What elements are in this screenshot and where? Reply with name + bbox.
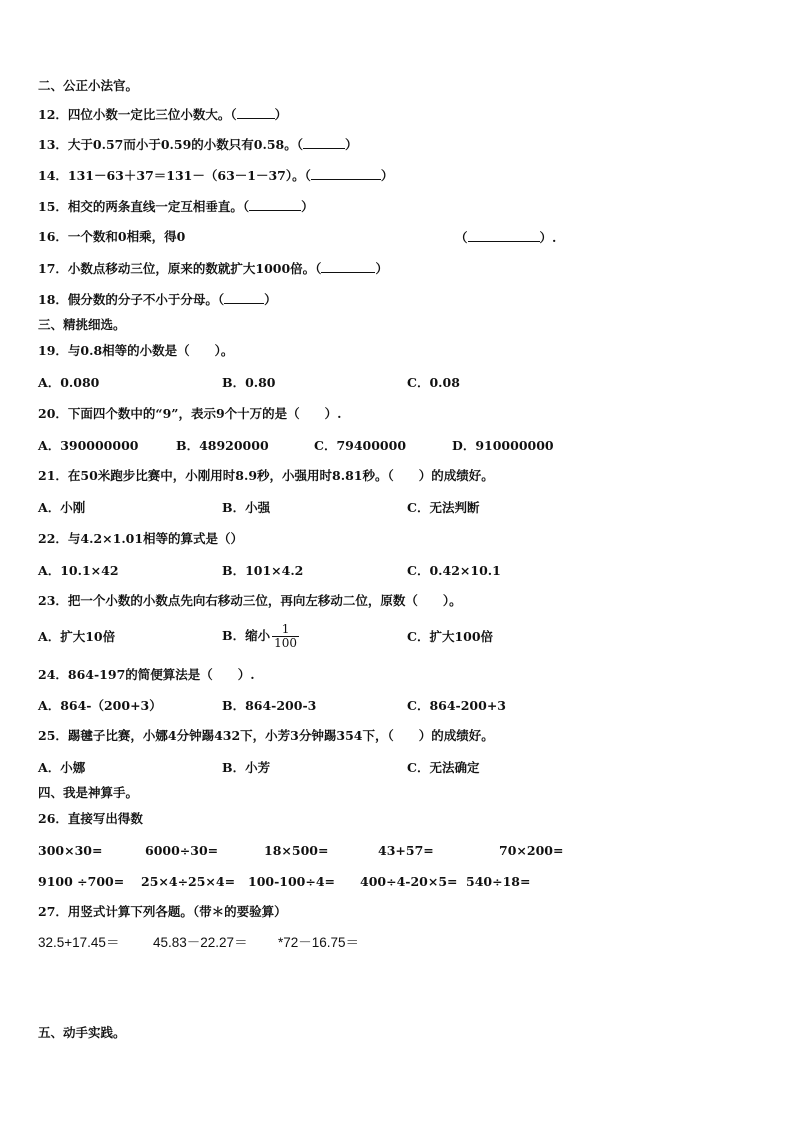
judge-question-16-answer bbox=[455, 229, 556, 246]
calc-question-27-title: 27．用竖式计算下列各题。（带＊的要验算） bbox=[38, 904, 287, 919]
answer-blank[interactable] bbox=[321, 260, 375, 273]
calc-item: 18×500= bbox=[264, 843, 329, 858]
question-text: 12．四位小数一定比三位小数大。（ bbox=[38, 107, 237, 122]
judge-question-16 bbox=[38, 229, 185, 245]
option-c[interactable]: C．无法确定 bbox=[407, 760, 480, 775]
option-b[interactable]: B．小强 bbox=[222, 500, 271, 515]
option-a[interactable]: A．小刚 bbox=[38, 500, 86, 515]
option-c[interactable]: C．扩大100倍 bbox=[407, 629, 494, 644]
question-text: 15．相交的两条直线一定互相垂直。（ bbox=[38, 199, 250, 214]
answer-blank[interactable] bbox=[249, 198, 301, 211]
option-b[interactable]: B．864-200-3 bbox=[222, 698, 317, 713]
calc-item: 100-100÷4= bbox=[248, 874, 336, 889]
option-a[interactable]: A．390000000 bbox=[38, 438, 139, 453]
answer-blank[interactable] bbox=[224, 291, 264, 304]
section-heading-2: 二、公正小法官。 bbox=[38, 78, 139, 93]
section-heading-3: 三、精挑细选。 bbox=[38, 317, 126, 332]
option-a[interactable]: A．864-（200+3） bbox=[38, 698, 162, 713]
answer-blank[interactable] bbox=[311, 167, 381, 180]
calc-item: 300×30= bbox=[38, 843, 103, 858]
question-text: 17．小数点移动三位，原来的数就扩大1000倍。（ bbox=[38, 261, 322, 276]
option-a[interactable]: A．10.1×42 bbox=[38, 563, 119, 578]
option-b[interactable]: B．小芳 bbox=[222, 760, 271, 775]
question-text: 18．假分数的分子不小于分母。（ bbox=[38, 292, 225, 307]
option-d[interactable]: D．910000000 bbox=[452, 438, 554, 453]
calc-item: 25×4÷25×4= bbox=[141, 874, 236, 889]
vertical-calc-item: *72－16.75＝ bbox=[278, 935, 360, 950]
fraction-numerator: 1 bbox=[272, 623, 299, 637]
option-b[interactable]: B．101×4.2 bbox=[222, 563, 304, 578]
calc-item: 43+57= bbox=[378, 843, 434, 858]
calc-item: 400÷4-20×5= bbox=[360, 874, 458, 889]
choice-question-19: 19．与0.8相等的小数是（ ）。 bbox=[38, 343, 234, 358]
calc-question-26-title: 26．直接写出得数 bbox=[38, 811, 143, 826]
section-heading-5: 五、动手实践。 bbox=[38, 1025, 126, 1040]
judge-question-17 bbox=[38, 260, 388, 277]
option-a[interactable]: A．小娜 bbox=[38, 760, 86, 775]
judge-question-14 bbox=[38, 167, 393, 184]
option-c[interactable]: C．864-200+3 bbox=[407, 698, 506, 713]
choice-question-22: 22．与4.2×1.01相等的算式是（） bbox=[38, 531, 244, 546]
close-paren: ） bbox=[301, 199, 314, 214]
option-a[interactable]: A．扩大10倍 bbox=[38, 629, 116, 644]
calc-item: 9100 ÷700= bbox=[38, 874, 125, 889]
judge-question-13 bbox=[38, 136, 358, 153]
choice-question-21: 21．在50米跑步比赛中，小刚用时8.9秒，小强用时8.81秒。（ ）的成绩好。 bbox=[38, 468, 494, 483]
option-a[interactable]: A．0.080 bbox=[38, 375, 100, 390]
option-c[interactable]: C．79400000 bbox=[314, 438, 407, 453]
fraction bbox=[272, 623, 299, 650]
judge-question-18 bbox=[38, 291, 277, 308]
close-paren: ） bbox=[344, 137, 358, 152]
answer-blank[interactable] bbox=[237, 106, 275, 119]
close-paren: ） bbox=[264, 292, 277, 307]
answer-blank[interactable] bbox=[468, 229, 540, 242]
option-c[interactable]: C．无法判断 bbox=[407, 500, 480, 515]
option-c[interactable]: C．0.42×10.1 bbox=[407, 563, 501, 578]
section-heading-4: 四、我是神算手。 bbox=[38, 785, 139, 800]
close-paren: ） bbox=[274, 107, 288, 122]
vertical-calc-item: 45.83－22.27＝ bbox=[153, 935, 248, 950]
choice-question-23: 23．把一个小数的小数点先向右移动三位，再向左移动二位，原数（ ）。 bbox=[38, 593, 462, 608]
open-paren: （ bbox=[455, 230, 468, 245]
answer-blank[interactable] bbox=[303, 136, 345, 149]
calc-item: 6000÷30= bbox=[145, 843, 219, 858]
option-b[interactable]: B．48920000 bbox=[176, 438, 269, 453]
close-paren: ）. bbox=[539, 230, 557, 245]
close-paren: ） bbox=[375, 261, 388, 276]
judge-question-12 bbox=[38, 106, 287, 123]
fraction-denominator: 100 bbox=[274, 636, 297, 650]
calc-item: 70×200= bbox=[499, 843, 564, 858]
vertical-calc-item: 32.5+17.45＝ bbox=[38, 935, 120, 950]
question-text: 13．大于0.57而小于0.59的小数只有0.58。（ bbox=[38, 137, 303, 152]
question-text: 16．一个数和0相乘，得0 bbox=[38, 229, 186, 244]
option-b[interactable]: B．0.80 bbox=[222, 375, 276, 390]
choice-question-20: 20．下面四个数中的“9”，表示9个十万的是（ ）. bbox=[38, 406, 342, 421]
close-paren: ） bbox=[380, 168, 394, 183]
choice-question-25: 25．踢毽子比赛，小娜4分钟踢432下，小芳3分钟踢354下，（ ）的成绩好。 bbox=[38, 728, 494, 743]
option-b[interactable] bbox=[222, 618, 299, 654]
option-c[interactable]: C．0.08 bbox=[407, 375, 460, 390]
calc-item: 540÷18= bbox=[466, 874, 531, 889]
option-b-label: B．缩小 bbox=[222, 628, 271, 643]
choice-question-24: 24．864-197的简便算法是（ ）. bbox=[38, 667, 255, 682]
judge-question-15 bbox=[38, 198, 314, 215]
question-text: 14．131－63＋37＝131－（63－1－37）。（ bbox=[38, 168, 311, 183]
